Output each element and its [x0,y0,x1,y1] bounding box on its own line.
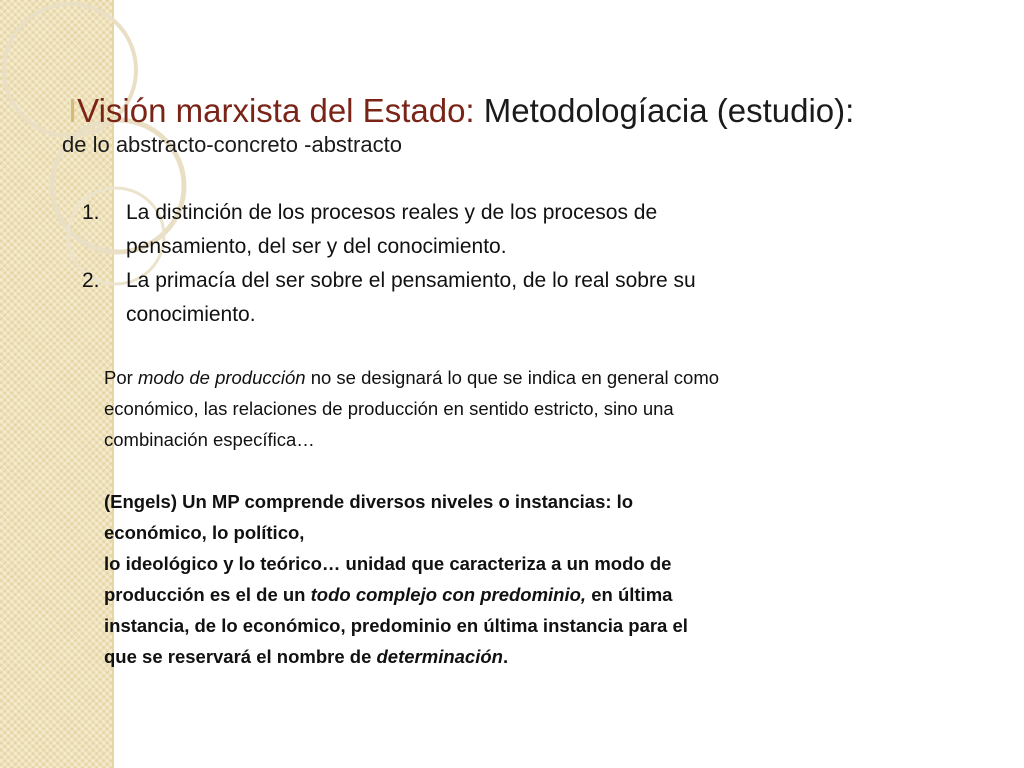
para2-text: lo ideológico y lo teórico… unidad que caracteriza a un modo de [104,553,672,574]
slide-subtitle: de lo abstracto-concreto -abstracto [62,131,402,157]
para1-text: Por [104,367,138,388]
para1-text: no se designará lo que se indica en general como [305,367,720,388]
list-item [82,196,842,264]
para2-text: en última [586,584,673,605]
para2-text: producción es el de un [104,584,311,605]
list-item-number: 1. [82,201,100,224]
para1-text: combinación específica… [104,429,315,450]
title-main-line [62,92,1002,130]
title-part-red: Visión marxista del Estado: [77,92,475,129]
body-text [104,362,904,672]
para2-text: que se reservará el nombre de [104,646,377,667]
list-item [82,264,842,332]
numbered-list [82,196,842,332]
para1-text: económico, las relaciones de producción en sentido estricto, sino una [104,398,674,419]
para2-italic-term: todo complejo con predominio, [310,584,587,605]
para2-text: . [502,646,509,667]
list-item-line: La distinción de los procesos reales y de los procesos de [126,201,658,224]
list-item-line: conocimiento. [126,303,256,326]
list-item-line: La primacía del ser sobre el pensamiento, de lo real sobre su [126,269,696,292]
para1-italic-term: modo de producción [137,367,306,388]
title-marker: I [68,92,78,129]
list-item-line: pensamiento, del ser y del conocimiento. [126,235,507,258]
para2-text: (Engels) Un MP comprende diversos niveles o instancias: lo [104,491,634,512]
slide-title [62,92,1002,157]
paragraph-modo-produccion [104,362,904,455]
paragraph-spacer [104,455,904,486]
list-item-number: 2. [82,269,100,292]
para2-text: económico, lo político, [104,522,305,543]
para2-italic-term: determinación [376,646,503,667]
title-part-dark: Metodologíacia (estudio): [474,92,855,129]
para2-text: instancia, de lo económico, predominio en última instancia para el [104,615,688,636]
paragraph-engels [104,486,904,672]
